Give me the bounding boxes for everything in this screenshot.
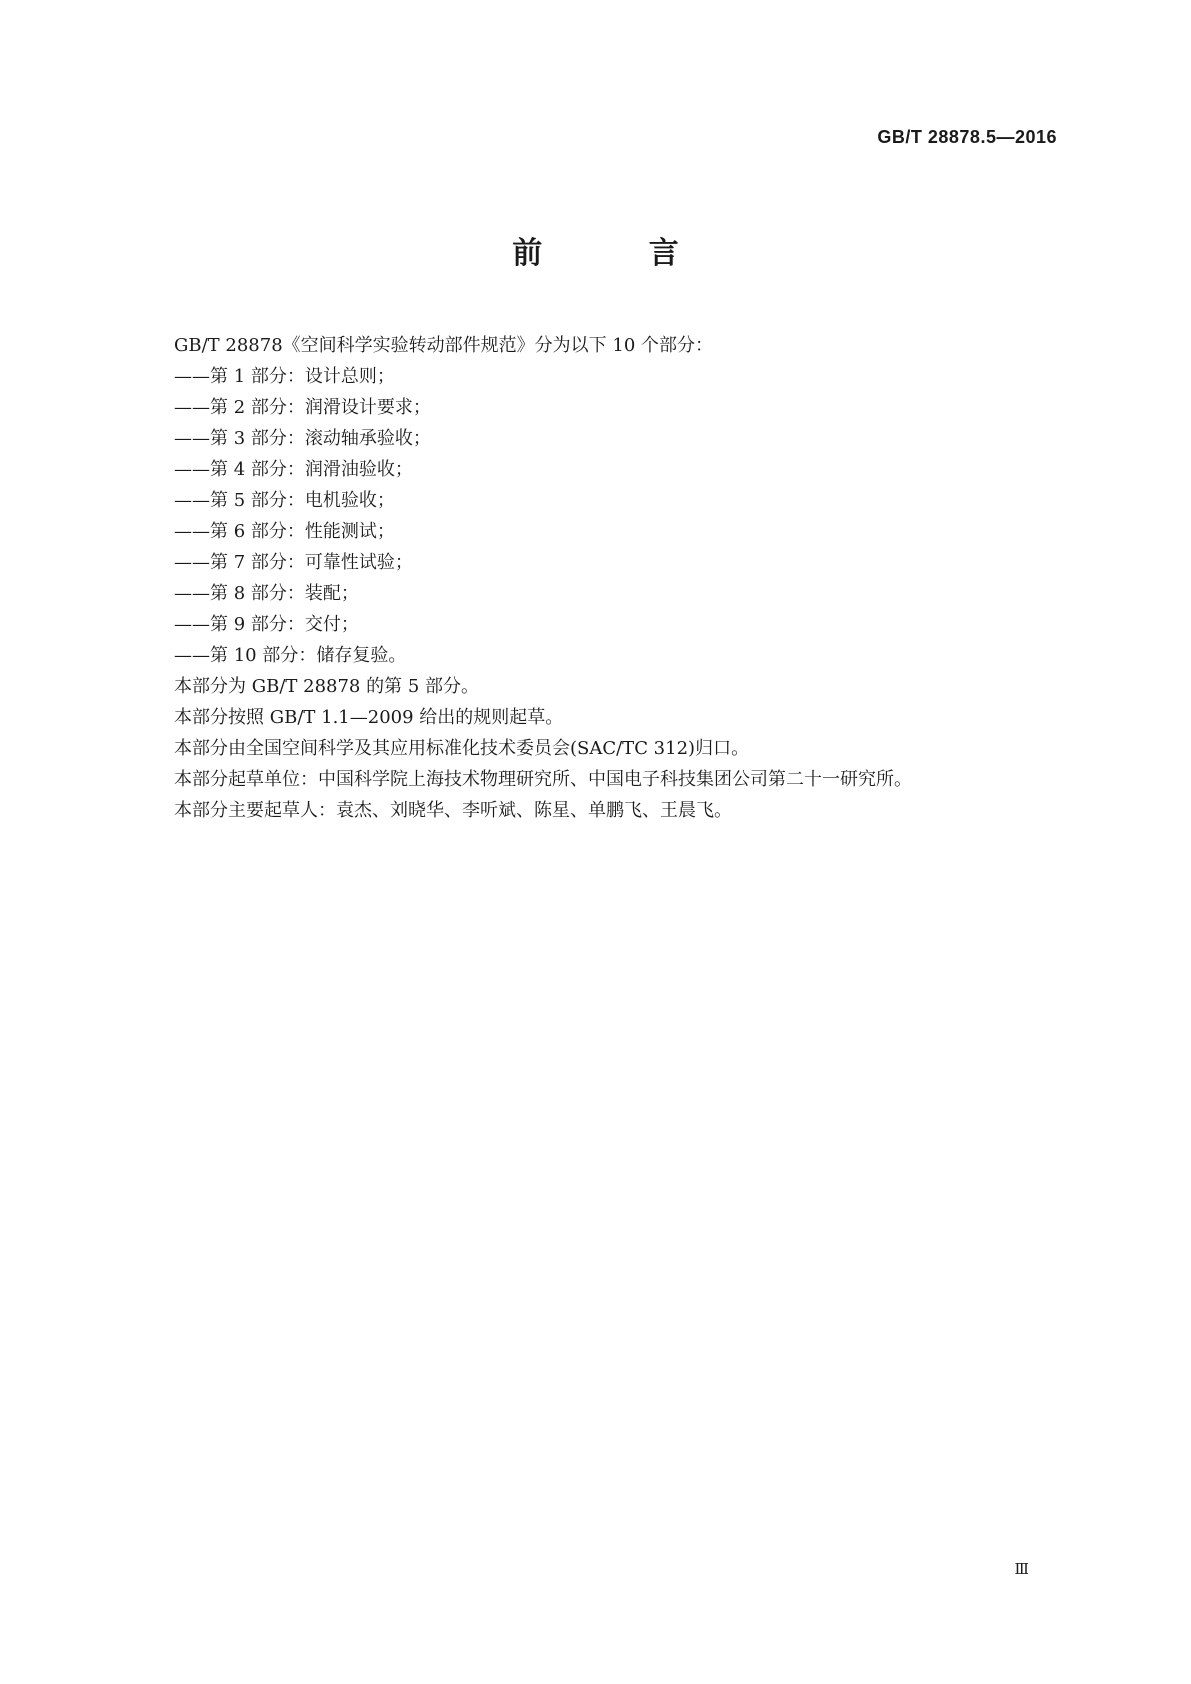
parts-list <box>174 361 1054 671</box>
page-title: 前 言 <box>512 236 727 271</box>
list-item: ——第 8 部分：装配； <box>174 583 359 604</box>
list-item: ——第 1 部分：设计总则； <box>174 366 395 387</box>
list-item: ——第 6 部分：性能测试； <box>174 521 395 542</box>
list-item: ——第 9 部分：交付； <box>174 614 359 635</box>
list-item: ——第 4 部分：润滑油验收； <box>174 459 413 480</box>
statements <box>174 671 1054 826</box>
statement-drafters: 本部分主要起草人：袁杰、刘晓华、李听斌、陈星、单鹏飞、王晨飞。 <box>174 800 732 821</box>
foreword-body <box>174 330 1054 826</box>
statement-committee: 本部分由全国空间科学及其应用标准化技术委员会(SAC/TC 312)归口。 <box>174 738 750 759</box>
list-item: ——第 10 部分：储存复验。 <box>174 645 407 666</box>
statement-drafting-units: 本部分起草单位：中国科学院上海技术物理研究所、中国电子科技集团公司第二十一研究所。 <box>174 769 912 790</box>
page-number: Ⅲ <box>1014 1562 1029 1578</box>
statement-drafting-rules: 本部分按照 GB/T 1.1—2009 给出的规则起草。 <box>174 707 564 728</box>
list-item: ——第 3 部分：滚动轴承验收； <box>174 428 431 449</box>
list-item: ——第 5 部分：电机验收； <box>174 490 395 511</box>
intro-paragraph: GB/T 28878《空间科学实验转动部件规范》分为以下 10 个部分： <box>174 335 714 356</box>
standard-number: GB/T 28878.5—2016 <box>877 127 1057 147</box>
list-item: ——第 7 部分：可靠性试验； <box>174 552 413 573</box>
list-item: ——第 2 部分：润滑设计要求； <box>174 397 431 418</box>
statement-part-number: 本部分为 GB/T 28878 的第 5 部分。 <box>174 676 479 697</box>
